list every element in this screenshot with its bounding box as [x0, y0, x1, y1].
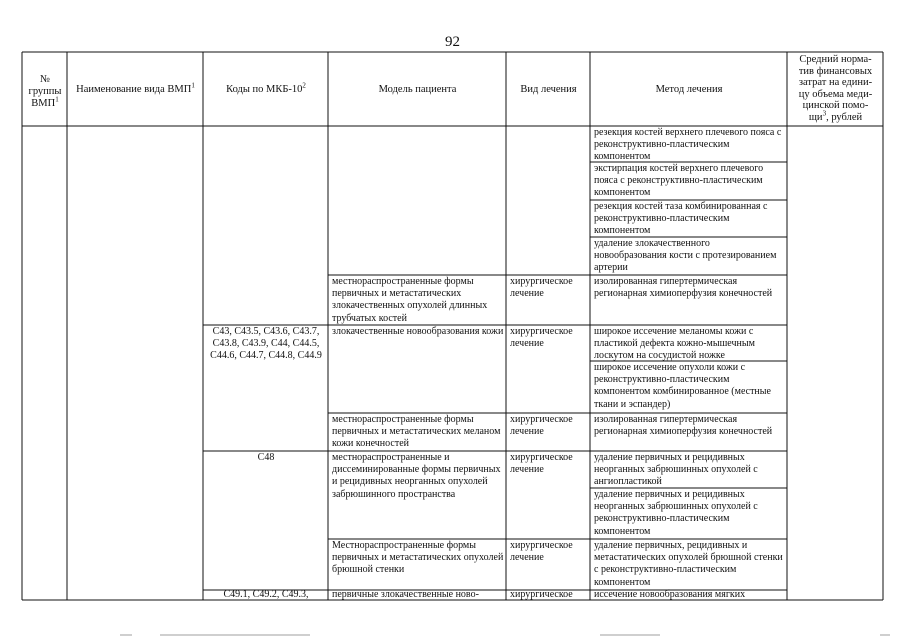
scan-artifact	[600, 634, 660, 636]
scan-artifact	[160, 634, 310, 636]
treatment-type-cell: хирургическое лечение	[510, 452, 573, 476]
scan-artifact	[880, 634, 890, 636]
header-icd-codes: Коды по МКБ-$10^2$	[226, 81, 306, 95]
method-cell: изолированная гипертермическая регионарная химиоперфузия конечностей	[594, 414, 773, 438]
icd-codes-cell: C49.1, C49.2, C49.3,	[223, 589, 309, 600]
treatment-type-cell: хирургическое лечение	[510, 326, 573, 350]
method-cell: изолированная гипертермическая регионарная химиоперфузия конечностей	[594, 276, 773, 300]
method-cell: экстирпация костей верхнего плечевого пояса с реконструктивно-пластическим компонентом	[594, 163, 764, 199]
method-cell: широкое иссечение меланомы кожи с пластикой дефекта кожно-мышечным лоскутом на сосудистой ножке	[594, 326, 755, 362]
treatment-type-cell: хирургическое лечение	[510, 276, 573, 300]
patient-model-cell: первичные злокачественные ново-	[332, 589, 479, 600]
method-cell: удаление первичных и рецидивных неорганных забрюшинных опухолей с ангиопластикой	[594, 452, 758, 488]
method-cell: удаление злокачественного новообразования кости с протезированием артерии	[594, 238, 777, 274]
header-vmp-name: Наименование вида ВМП$^1$	[76, 81, 195, 95]
icd-codes-cell: C48	[257, 452, 275, 463]
icd-codes-cell: C43, C43.5, C43.6, C43.7, C43.8, C43.9, C44, C44.5, C44.6, C44.7, C44.8, C44.9	[210, 326, 322, 362]
patient-model-cell: Местнораспространенные формы первичных и метастатических опухолей брюшной стенки	[332, 540, 504, 576]
treatment-type-cell: хирургическое лечение	[510, 414, 573, 438]
patient-model-cell: местнораспространенные формы первичных и метастатических злокачественных опухолей длинных трубчатых костей	[332, 276, 488, 324]
page-number: 92	[445, 34, 460, 50]
header-patient-model: Модель пациента	[378, 84, 457, 95]
header-financial-norm: Средний норма- тив финансовых затрат на едини- цу объема меди- цинской помо- $щи^3$, рублей	[798, 54, 873, 123]
method-cell: широкое иссечение опухоли кожи с реконструктивно-пластическим компонентом комбинированное (местные ткани и эспандер)	[594, 362, 771, 410]
header-treatment-method: Метод лечения	[655, 84, 723, 95]
method-cell: резекция костей таза комбинированная с реконструктивно-пластическим компонентом	[594, 201, 768, 237]
method-cell: удаление первичных, рецидивных и метастатических опухолей брюшной стенки с реконструктивно-пластическим компонентом	[594, 540, 783, 588]
patient-model-cell: местнораспространенные формы первичных и метастатических меланом кожи конечностей	[332, 414, 501, 450]
treatment-type-cell: хирургическое	[510, 589, 573, 600]
header-group-number: № группы ВМП$^1$	[28, 74, 62, 109]
scan-artifact	[120, 634, 132, 636]
header-treatment-type: Вид лечения	[520, 84, 577, 95]
patient-model-cell: местнораспространенные и диссеминированные формы первичных и рецидивных неорганных опухолей забрюшинного пространства	[332, 452, 501, 500]
patient-model-cell: злокачественные новообразования кожи	[332, 326, 504, 337]
method-cell: резекция костей верхнего плечевого пояса с реконструктивно-пластическим компонентом	[594, 127, 782, 163]
method-cell: иссечение новообразования мягких	[594, 589, 746, 600]
treatment-type-cell: хирургическое лечение	[510, 540, 573, 564]
method-cell: удаление первичных и рецидивных неорганных забрюшинных опухолей с реконструктивно-пластическим компонентом	[594, 489, 758, 537]
